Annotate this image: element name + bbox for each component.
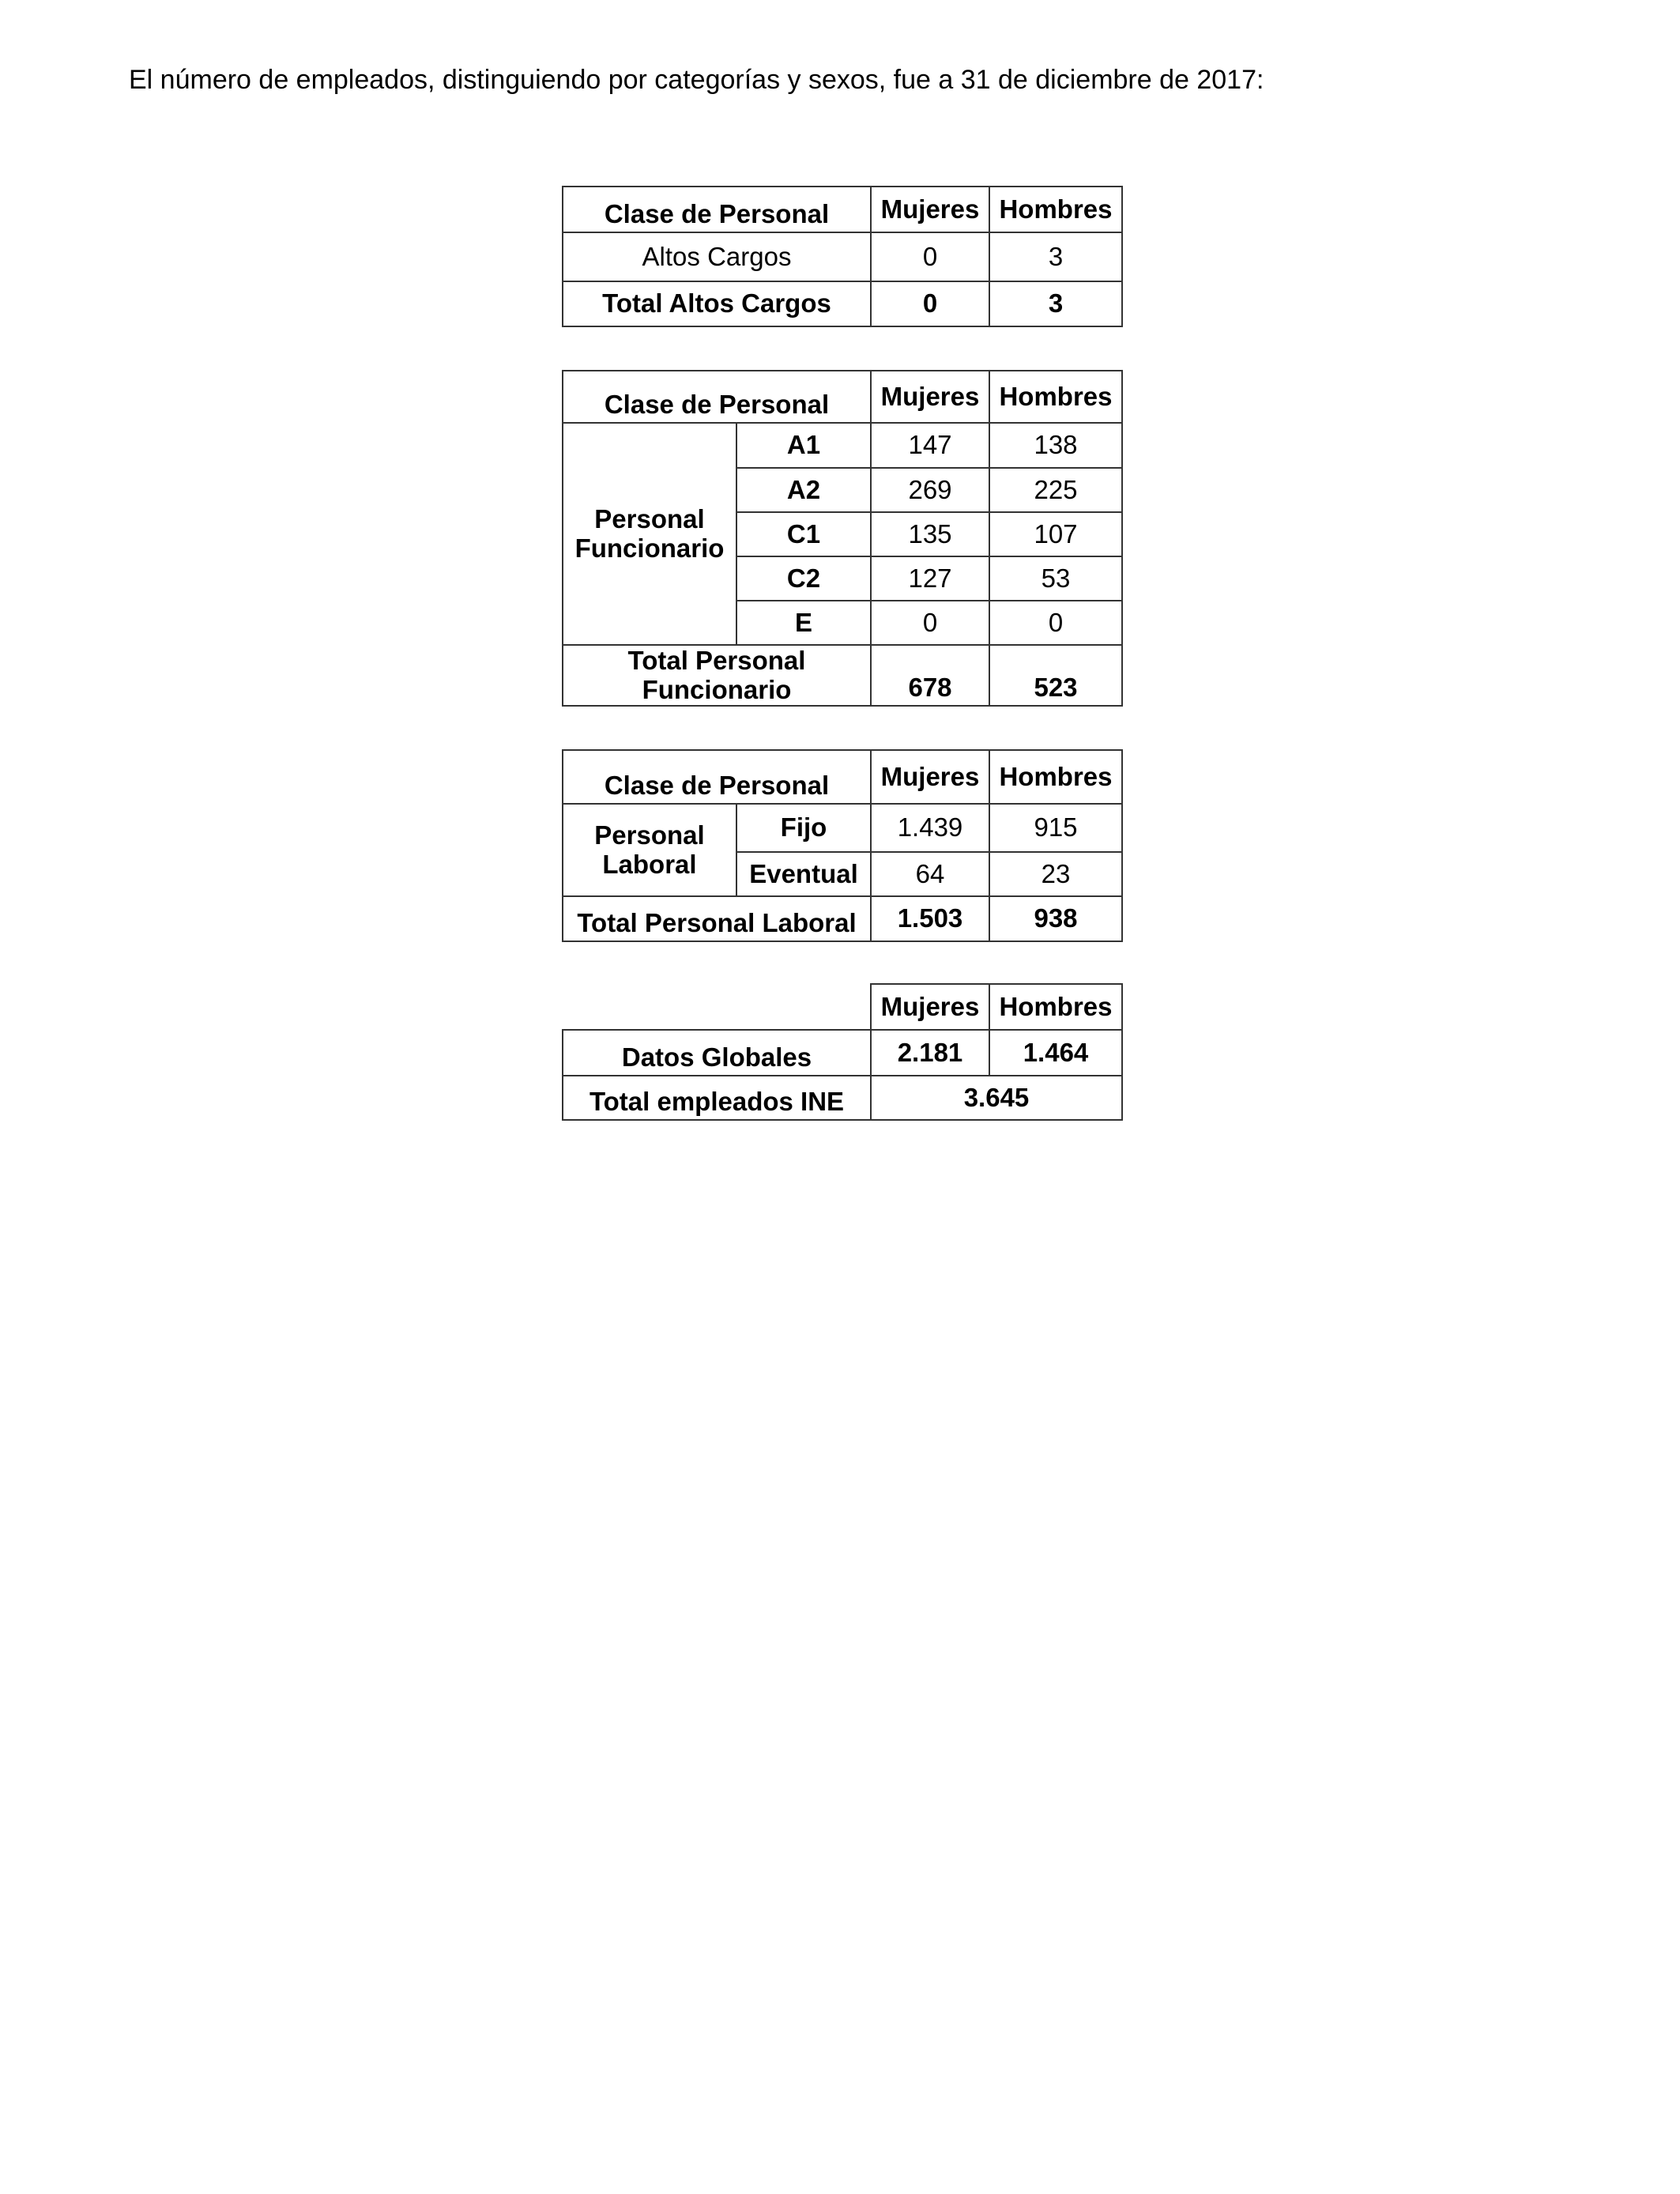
- hombres-cell: 53: [989, 556, 1122, 601]
- group-label-line2: Funcionario: [574, 533, 725, 563]
- personal-laboral-table: [562, 749, 1123, 942]
- mujeres-cell: 64: [871, 852, 989, 896]
- mujeres-cell: 269: [871, 468, 989, 512]
- total-hombres: 938: [989, 896, 1122, 941]
- total-mujeres: 1.503: [871, 896, 989, 941]
- row-hombres: 3: [989, 232, 1122, 281]
- total-mujeres: 678: [871, 645, 989, 706]
- mujeres-cell: 0: [871, 601, 989, 645]
- total-mujeres: 0: [871, 281, 989, 326]
- header-mujeres: Mujeres: [871, 371, 989, 423]
- mujeres-cell: 135: [871, 512, 989, 556]
- total-label-line1: Total Personal: [627, 646, 806, 676]
- datos-hombres: 1.464: [989, 1030, 1122, 1076]
- total-label: Total Altos Cargos: [563, 281, 871, 326]
- group-label-line1: Personal: [594, 820, 705, 850]
- hombres-cell: 915: [989, 804, 1122, 852]
- hombres-cell: 225: [989, 468, 1122, 512]
- header-mujeres: Mujeres: [871, 750, 989, 804]
- personal-funcionario-table: [562, 370, 1123, 707]
- category-cell: C1: [736, 512, 871, 556]
- datos-label: Datos Globales: [563, 1030, 871, 1076]
- empty-header-cell: [563, 984, 871, 1030]
- category-cell: A1: [736, 423, 871, 468]
- row-mujeres: 0: [871, 232, 989, 281]
- hombres-cell: 107: [989, 512, 1122, 556]
- total-label: [563, 645, 871, 706]
- total-value: 3.645: [871, 1076, 1122, 1120]
- header-clase: Clase de Personal: [563, 750, 871, 804]
- datos-globales-table: [562, 983, 1123, 1121]
- category-cell: Fijo: [736, 804, 871, 852]
- datos-mujeres: 2.181: [871, 1030, 989, 1076]
- total-label: Total Personal Laboral: [563, 896, 871, 941]
- total-label: Total empleados INE: [563, 1076, 871, 1120]
- group-label-line1: Personal: [594, 504, 705, 534]
- mujeres-cell: 1.439: [871, 804, 989, 852]
- mujeres-cell: 127: [871, 556, 989, 601]
- header-hombres: Hombres: [989, 750, 1122, 804]
- hombres-cell: 0: [989, 601, 1122, 645]
- group-label: [563, 804, 736, 896]
- category-cell: Eventual: [736, 852, 871, 896]
- header-mujeres: Mujeres: [871, 187, 989, 232]
- row-label: Altos Cargos: [563, 232, 871, 281]
- category-cell: A2: [736, 468, 871, 512]
- header-clase: Clase de Personal: [563, 187, 871, 232]
- group-label-line2: Laboral: [602, 849, 697, 879]
- intro-paragraph: El número de empleados, distinguiendo por categorías y sexos, fue a 31 de diciembre de 2017:: [129, 65, 1264, 95]
- hombres-cell: 23: [989, 852, 1122, 896]
- total-hombres: 3: [989, 281, 1122, 326]
- header-hombres: Hombres: [989, 371, 1122, 423]
- total-label-line2: Funcionario: [642, 674, 792, 704]
- mujeres-cell: 147: [871, 423, 989, 468]
- altos-cargos-table: [562, 186, 1123, 327]
- header-hombres: Hombres: [989, 984, 1122, 1030]
- category-cell: E: [736, 601, 871, 645]
- category-cell: C2: [736, 556, 871, 601]
- header-hombres: Hombres: [989, 187, 1122, 232]
- header-mujeres: Mujeres: [871, 984, 989, 1030]
- header-clase: Clase de Personal: [563, 371, 871, 423]
- group-label: [563, 423, 736, 645]
- hombres-cell: 138: [989, 423, 1122, 468]
- total-hombres: 523: [989, 645, 1122, 706]
